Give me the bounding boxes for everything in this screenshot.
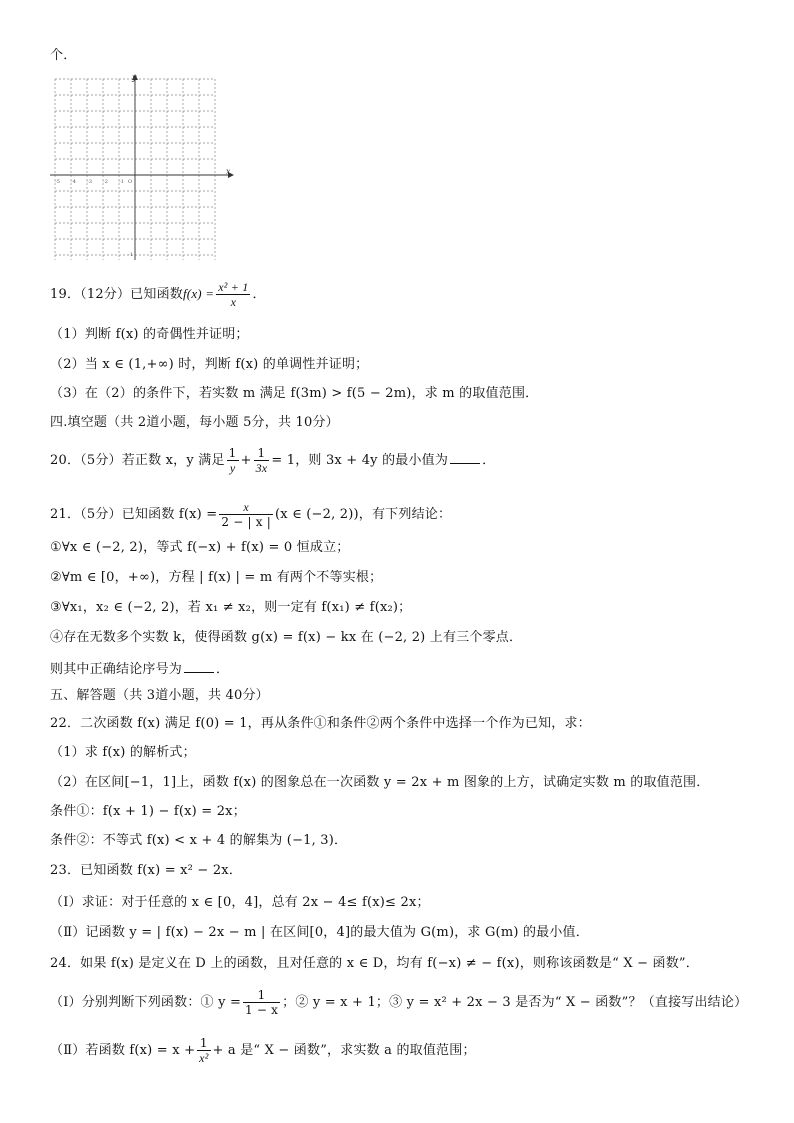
q21-conclusion-4: ④存在无数多个实数 k，使得函数 g(x) = f(x) − kx 在 (−2, 2) 上有三个零点． bbox=[50, 630, 523, 645]
q22-part1: （1）求 f(x) 的解析式； bbox=[50, 745, 196, 760]
lead-text: 个． bbox=[50, 48, 77, 63]
answer-blank[interactable] bbox=[184, 661, 214, 673]
q19-part2: （2）当 x ∈ (1,+∞) 时，判断 f(x) 的单调性并证明； bbox=[50, 357, 369, 372]
q20-stem: 20．（5分）若正数 x，y 满足 $\frac{1}{y}$ + $\frac{1}{3x}$ = 1，则 3x + 4y 的最小值为 ． bbox=[50, 446, 496, 475]
q21-ask: 则其中正确结论序号为 ． bbox=[50, 662, 230, 677]
y-axis-label: y bbox=[132, 73, 137, 82]
x-axis-label: x bbox=[226, 167, 231, 176]
section-4-heading: 四.填空题（共 2道小题，每小题 5分，共 10分） bbox=[50, 415, 339, 430]
section-5-heading: 五、解答题（共 3道小题，共 40分） bbox=[50, 688, 269, 703]
q22-stem: 22．二次函数 f(x) 满足 f(0) = 1，再从条件①和条件②两个条件中选择一个作为已知，求： bbox=[50, 716, 591, 731]
q19-stem: 19．（12分）已知函数f(x) = $\frac{\text{x² + 1}}{x}$ ． bbox=[50, 280, 266, 309]
q23-part1: （Ⅰ）求证：对于任意的 x ∈ [0，4]，总有 2x − 4≤ f(x)≤ 2x； bbox=[50, 895, 430, 910]
q22-condition-1: 条件①：f(x + 1) − f(x) = 2x； bbox=[50, 804, 246, 819]
x-tick-label: -2 bbox=[103, 179, 108, 185]
q24-part1: （Ⅰ）分别判断下列函数：① y = $\frac{1}{1 - x}$ ；② y = x + 1；③ y = x² + 2x − 3 是否为“ X − 函数”？（直接写出结论） bbox=[50, 988, 748, 1017]
x-tick-label: -4 bbox=[71, 179, 76, 185]
x-tick-label: -5 bbox=[55, 179, 60, 185]
y-tick-label: -1 bbox=[128, 252, 133, 258]
q21-stem: 21．（5分）已知函数 f(x) = $\frac{x}{2 - | x |}$ (x ∈ (−2, 2))，有下列结论： bbox=[50, 500, 452, 529]
answer-blank[interactable] bbox=[450, 452, 480, 464]
q24-stem: 24．如果 f(x) 是定义在 D 上的函数，且对任意的 x ∈ D，均有 f(−x) ≠ − f(x)，则称该函数是“ X − 函数”． bbox=[50, 956, 699, 971]
q24-part2: （Ⅱ）若函数 f(x) = x + $\frac{1}{\text{x²}}$ + a 是“ X − 函数”，求实数 a 的取值范围； bbox=[50, 1036, 476, 1065]
origin-label: O bbox=[128, 179, 133, 185]
q21-conclusion-2: ②∀m ∈ [0，+∞)，方程 | f(x) | = m 有两个不等实根； bbox=[50, 570, 383, 585]
q21-conclusion-3: ③∀x₁，x₂ ∈ (−2, 2)，若 x₁ ≠ x₂，则一定有 f(x₁) ≠ f(x₂)； bbox=[50, 600, 412, 615]
q19-part3: （3）在（2）的条件下，若实数 m 满足 f(3m) > f(5 − 2m)，求 m 的取值范围． bbox=[50, 386, 539, 401]
q22-condition-2: 条件②：不等式 f(x) < x + 4 的解集为 (−1, 3)． bbox=[50, 833, 348, 848]
x-tick-label: -3 bbox=[87, 179, 92, 185]
q23-part2: （Ⅱ）记函数 y = | f(x) − 2x − m | 在区间[0，4]的最大值为 G(m)，求 G(m) 的最小值． bbox=[50, 925, 589, 940]
x-tick-label: -1 bbox=[119, 179, 124, 185]
q19-part1: （1）判断 f(x) 的奇偶性并证明； bbox=[50, 327, 249, 342]
q22-part2: （2）在区间[−1，1]上，函数 f(x) 的图象总在一次函数 y = 2x + m 图象的上方，试确定实数 m 的取值范围． bbox=[50, 775, 710, 790]
q21-conclusion-1: ①∀x ∈ (−2, 2)，等式 f(−x) + f(x) = 0 恒成立； bbox=[50, 540, 350, 555]
coordinate-grid-figure bbox=[50, 72, 235, 262]
q23-stem: 23．已知函数 f(x) = x² − 2x． bbox=[50, 863, 243, 878]
